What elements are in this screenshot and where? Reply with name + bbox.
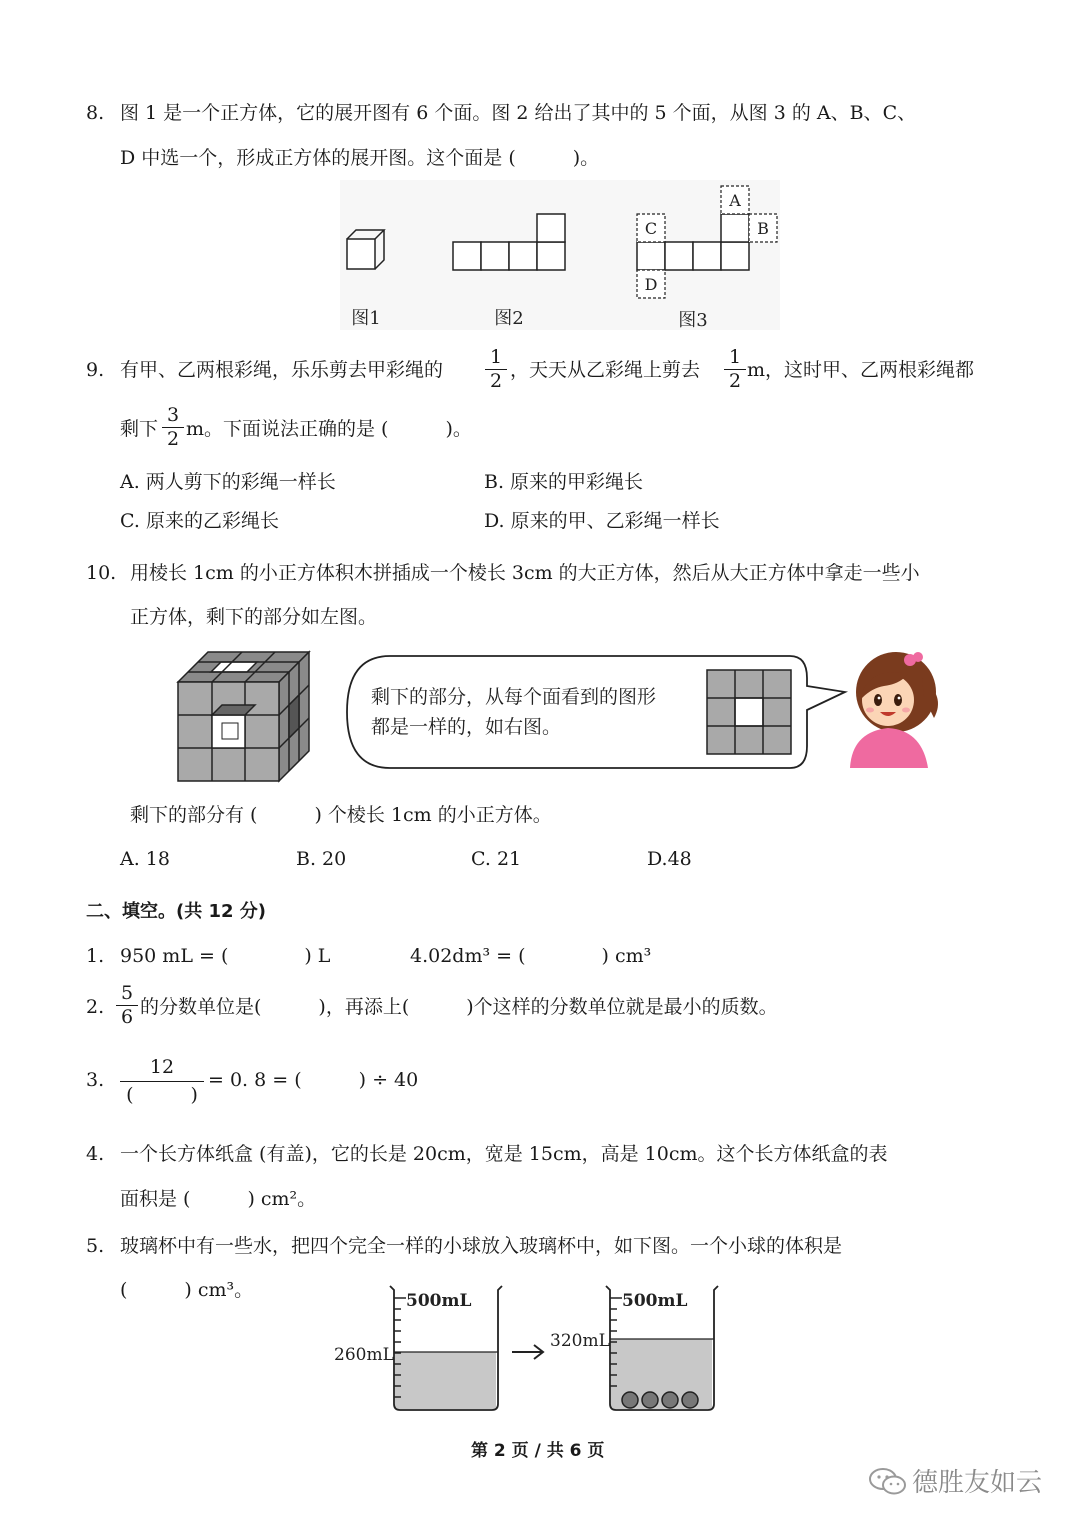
arrow-icon — [512, 1345, 543, 1359]
fill4-line1: 一个长方体纸盒 (有盖)，它的长是 20cm，宽是 15cm，高是 10cm。这个长方体纸盒的表 — [120, 1143, 888, 1165]
q8-line2: D 中选一个，形成正方体的展开图。这个面是 ( )。 — [120, 147, 600, 169]
q10-option-a: A. 18 — [120, 848, 170, 870]
q10-option-d: D.48 — [647, 848, 692, 870]
fill3-numerator: 12 — [149, 1056, 175, 1078]
fill3-number: 3. — [86, 1069, 105, 1091]
beaker-2-level: 320mL — [550, 1331, 610, 1351]
q9-option-b: B. 原来的甲彩绳长 — [484, 471, 644, 493]
beakers-figure — [330, 1284, 730, 1414]
fill1-part-b: 4.02dm³ = ( ) cm³ — [410, 945, 652, 967]
q9-fraction-1: 1 2 — [485, 348, 507, 391]
fill2-fraction: 5 6 — [116, 984, 138, 1027]
q8-number: 8. — [86, 102, 105, 124]
ball-3 — [662, 1392, 678, 1408]
caption-fig3: 图3 — [678, 310, 708, 331]
fill1-part-a: 950 mL = ( ) L — [120, 945, 331, 967]
q10-number: 10. — [86, 562, 117, 584]
fill5-number: 5. — [86, 1235, 105, 1257]
ball-4 — [682, 1392, 698, 1408]
fill4-number: 4. — [86, 1143, 105, 1165]
q9-line2b: m。下面说法正确的是 ( )。 — [186, 418, 472, 440]
fill4-line2: 面积是 ( ) cm²。 — [120, 1188, 317, 1210]
bubble-line2: 都是一样的，如右图。 — [371, 716, 562, 738]
caption-fig2: 图2 — [494, 308, 524, 329]
ball-1 — [622, 1392, 638, 1408]
girl-illustration — [848, 648, 943, 768]
q9-option-d: D. 原来的甲、乙彩绳一样长 — [484, 510, 720, 532]
q9-number: 9. — [86, 359, 105, 381]
wechat-icon — [868, 1466, 908, 1496]
q9-fraction-3: 3 2 — [162, 406, 184, 449]
beaker-1-level: 260mL — [334, 1345, 394, 1365]
option-label-b: B — [757, 219, 769, 238]
q9-line1b: ，天天从乙彩绳上剪去 — [510, 359, 701, 381]
q10-question: 剩下的部分有 ( ) 个棱长 1cm 的小正方体。 — [130, 804, 552, 826]
fill1-number: 1. — [86, 945, 105, 967]
page-footer: 第 2 页 / 共 6 页 — [471, 1441, 605, 1461]
fill2-number: 2. — [86, 996, 105, 1018]
option-label-a: A — [729, 191, 741, 210]
fill3-denominator: ( ) — [126, 1084, 198, 1106]
q9-line1a: 有甲、乙两根彩绳，乐乐剪去甲彩绳的 — [120, 359, 444, 381]
q9-option-c: C. 原来的乙彩绳长 — [120, 510, 279, 532]
remaining-cube-figure — [178, 645, 318, 785]
q8-line1: 图 1 是一个正方体，它的展开图有 6 个面。图 2 给出了其中的 5 个面，从图 3 的 A、B、C、 — [120, 102, 917, 124]
watermark-text: 德胜友如云 — [912, 1468, 1043, 1498]
option-label-d: D — [644, 275, 658, 294]
bubble-line1: 剩下的部分，从每个面看到的图形 — [371, 686, 657, 708]
option-label-c: C — [644, 219, 658, 238]
q10-option-c: C. 21 — [471, 848, 522, 870]
q9-line2a: 剩下 — [120, 418, 159, 440]
q8-figures — [340, 180, 780, 330]
beaker-2-capacity: 500mL — [622, 1291, 688, 1311]
fill5-line1: 玻璃杯中有一些水，把四个完全一样的小球放入玻璃杯中，如下图。一个小球的体积是 — [120, 1235, 843, 1257]
q9-line1c: m，这时甲、乙两根彩绳都 — [747, 359, 975, 381]
beaker-1-capacity: 500mL — [406, 1291, 472, 1311]
q10-line1: 用棱长 1cm 的小正方体积木拼插成一个棱长 3cm 的大正方体，然后从大正方体中拿走一些小 — [130, 562, 920, 584]
section-heading: 二、填空。(共 12 分) — [86, 901, 267, 922]
q9-fraction-2: 1 2 — [724, 348, 746, 391]
watermark — [868, 1462, 1042, 1499]
q10-option-b: B. 20 — [296, 848, 347, 870]
caption-fig1: 图1 — [351, 308, 381, 329]
q10-line2: 正方体，剩下的部分如左图。 — [130, 606, 378, 628]
fill3-text: = 0. 8 = ( ) ÷ 40 — [208, 1069, 419, 1091]
fill3-fraction — [120, 1058, 204, 1105]
speech-bubble — [345, 650, 855, 780]
q9-option-a: A. 两人剪下的彩绳一样长 — [120, 471, 336, 493]
fill5-line2: ( ) cm³。 — [120, 1279, 254, 1301]
ball-2 — [642, 1392, 658, 1408]
face-view-grid — [707, 670, 791, 754]
fill2-text: 的分数单位是( )，再添上( )个这样的分数单位就是最小的质数。 — [140, 996, 778, 1018]
